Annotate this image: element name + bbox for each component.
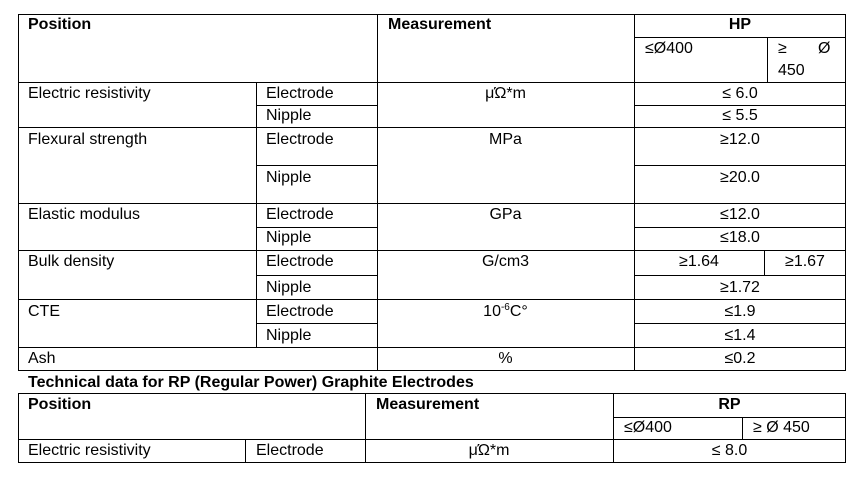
hp-bd-unit: G/cm3	[481, 253, 530, 270]
hp-cte-unit-tail: C°	[509, 303, 528, 320]
hp-size-large-value: 450	[778, 62, 805, 79]
hp-bd-part2: Nipple	[266, 279, 312, 296]
hp-er-part1: Electrode	[266, 85, 334, 102]
hp-er-val1: ≤ 6.0	[722, 85, 758, 102]
hp-fs-val2: ≥20.0	[720, 169, 760, 186]
hp-er-part2: Nipple	[266, 107, 312, 124]
hp-er-label: Electric resistivity	[28, 85, 151, 102]
hp-measurement-header: Measurement	[388, 16, 492, 33]
hp-bd-val1b: ≥1.67	[785, 253, 825, 270]
hp-cte-unit-base: 10	[483, 303, 501, 320]
hp-em-label: Elastic modulus	[28, 206, 141, 223]
hp-bd-val2: ≥1.72	[720, 279, 760, 296]
hp-er-unit: μΏ*m	[485, 85, 526, 102]
hp-ash-val: ≤0.2	[724, 350, 756, 367]
hp-em-unit: GPa	[489, 206, 522, 223]
rp-er-label: Electric resistivity	[28, 442, 151, 459]
rp-table-caption: Technical data for RP (Regular Power) Graphite Electrodes	[28, 374, 474, 391]
hp-ash-label: Ash	[28, 350, 56, 367]
rp-er-part: Electrode	[256, 442, 324, 459]
hp-em-val2: ≤18.0	[720, 229, 760, 246]
rp-size-large-header: ≥ Ø 450	[753, 419, 810, 436]
rp-measurement-header: Measurement	[376, 396, 480, 413]
hp-fs-part2: Nipple	[266, 169, 312, 186]
rp-er-val: ≤ 8.0	[711, 442, 748, 459]
rp-grade-header: RP	[718, 396, 741, 413]
hp-size-small-header: ≤Ø400	[645, 40, 693, 57]
hp-size-large-diam: Ø	[818, 40, 831, 57]
hp-fs-val1: ≥12.0	[720, 131, 760, 148]
hp-cte-unit	[377, 303, 634, 321]
hp-ash-unit: %	[498, 350, 513, 367]
hp-cte-unit-exponent: -6	[500, 302, 510, 313]
hp-position-header: Position	[28, 16, 92, 33]
hp-cte-val2: ≤1.4	[724, 327, 756, 344]
hp-cte-part2: Nipple	[266, 327, 312, 344]
hp-cte-part1: Electrode	[266, 303, 334, 320]
hp-bd-part1: Electrode	[266, 253, 334, 270]
hp-cte-val1: ≤1.9	[724, 303, 756, 320]
hp-bd-val1a: ≥1.64	[679, 253, 719, 270]
hp-bd-label: Bulk density	[28, 253, 115, 270]
hp-fs-label: Flexural strength	[28, 131, 148, 148]
hp-fs-part1: Electrode	[266, 131, 334, 148]
hp-em-part1: Electrode	[266, 206, 334, 223]
hp-em-part2: Nipple	[266, 229, 312, 246]
hp-grade-header: HP	[728, 16, 752, 33]
rp-position-header: Position	[28, 396, 92, 413]
hp-em-val1: ≤12.0	[720, 206, 760, 223]
hp-er-val2: ≤ 5.5	[722, 107, 758, 124]
hp-fs-unit: MPa	[489, 131, 522, 148]
rp-er-unit: μΏ*m	[468, 442, 510, 459]
hp-cte-label: CTE	[28, 303, 60, 320]
rp-size-small-header: ≤Ø400	[624, 419, 672, 436]
hp-size-large-symbol: ≥	[778, 40, 787, 57]
